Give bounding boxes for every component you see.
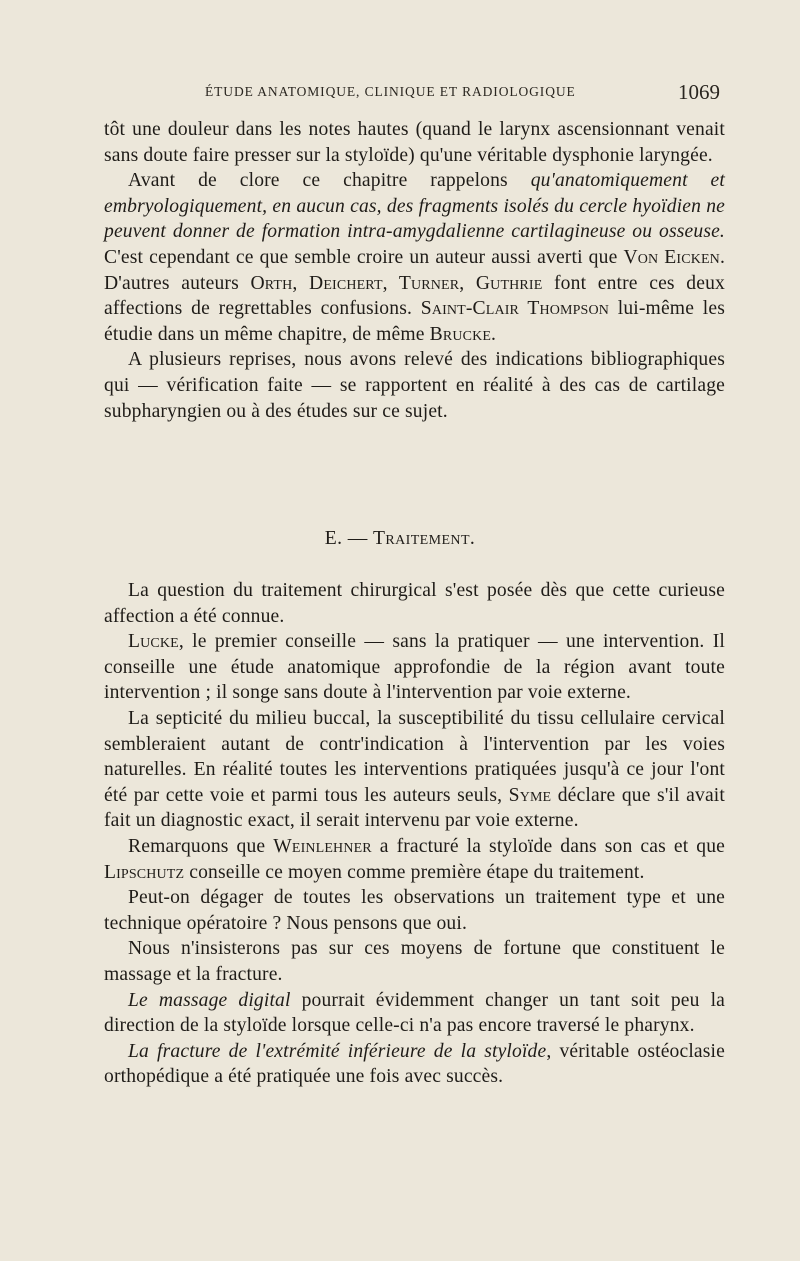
paragraph-lucke bbox=[104, 629, 725, 706]
paragraph-bibliography: A plusieurs reprises, nous avons relevé des indications bibliographiques qui — vérification faite — se rapportent en réalité à des cas de cartilage subpharyngien ou à des études sur ce sujet. bbox=[104, 349, 725, 422]
paragraph-text: déclare que s'il avait fait un diagnostic exact, il serait intervenu par voie externe. bbox=[104, 784, 725, 832]
author-name: Lucke bbox=[128, 631, 179, 653]
paragraph-technique: Peut-on dégager de toutes les observations un traitement type et une technique opératoire ? Nous pensons que oui. bbox=[104, 887, 725, 934]
italic-term: Le massage digital bbox=[128, 989, 291, 1011]
section-prefix: E. — bbox=[324, 528, 374, 549]
author-name: Syme bbox=[508, 784, 552, 806]
paragraph-text: , le premier conseille — sans la pratiquer — une intervention. Il conseille une étude anatomique approfondie de la région avant toute intervention ; il songe sans doute à l'intervention par voie externe. bbox=[104, 631, 725, 704]
paragraph-continuation: tôt une douleur dans les notes hautes (quand le larynx ascensionnant venait sans doute faire presser sur la styloïde) qu'une véritable dysphonie laryngée. bbox=[104, 119, 725, 166]
paragraph-text: La septicité du milieu buccal, la susceptibilité du tissu cellulaire cervical sembleraient autant de contr'indication à l'intervention par les voies naturelles. En réalité toutes les interventions pratiquées jusqu'à ce jour l'ont été par cette voie et parmi tous les auteurs seuls, bbox=[104, 707, 725, 806]
paragraph-septicity bbox=[104, 706, 725, 834]
paragraph-fracture bbox=[104, 1039, 725, 1090]
author-names: Orth, Deichert, Turner, Guthrie bbox=[250, 272, 543, 294]
page-number: 1069 bbox=[678, 80, 720, 104]
paragraph-text: a fracturé la styloïde dans son cas et que bbox=[371, 835, 725, 857]
paragraph-text: lui-même les étudie dans un même chapitre, de même bbox=[104, 298, 725, 345]
author-name: Saint-Clair Thompson bbox=[420, 298, 610, 320]
paragraph-fracture-note bbox=[104, 834, 725, 885]
italic-statement: qu'anatomiquement et embryologiquement, en aucun cas, des fragments isolés du cercle hyoïdien ne peuvent donner de formation intra-amygdalienne cartilagineuse ou osseuse. bbox=[104, 170, 725, 243]
paragraph-text: C'est cependant ce que semble croire un auteur aussi averti que bbox=[104, 246, 624, 268]
paragraph-text: conseille ce moyen comme première étape du traitement. bbox=[184, 861, 645, 883]
running-head: ÉTUDE ANATOMIQUE, CLINIQUE ET RADIOLOGIQUE bbox=[205, 84, 576, 99]
paragraph-massage bbox=[104, 988, 725, 1039]
paragraph-anatomy bbox=[104, 168, 725, 347]
paragraph-text: , véritable ostéoclasie orthopédique a été pratiquée une fois avec succès. bbox=[104, 1040, 725, 1088]
paragraph-text: . D'autres auteurs bbox=[104, 246, 725, 294]
text-block-treatment bbox=[104, 578, 725, 1090]
paragraph-text: Remarquons que bbox=[128, 835, 274, 857]
paragraph-means: Nous n'insisterons pas sur ces moyens de fortune que constituent le massage et la fracture. bbox=[104, 938, 725, 985]
author-name: Weinlehner bbox=[273, 835, 372, 857]
author-name: Lipschutz bbox=[104, 861, 185, 883]
paragraph-text: . bbox=[491, 323, 497, 345]
paragraph-text: pourrait évidemment changer un tant soit peu la direction de la styloïde lorsque celle-ci n'a pas encore traversé le pharynx. bbox=[104, 989, 726, 1037]
author-name: Von Eicken bbox=[623, 246, 720, 268]
paragraph-text: Avant de clore ce chapitre rappelons bbox=[128, 170, 531, 192]
paragraph-text: font entre ces deux affections de regrettables confusions. bbox=[104, 272, 725, 320]
section-title: Traitement. bbox=[373, 528, 476, 549]
text-block-top bbox=[104, 117, 725, 424]
italic-term: La fracture de l'extrémité inférieure de la styloïde bbox=[128, 1040, 547, 1062]
author-name: Brucke bbox=[429, 323, 492, 345]
paragraph-question: La question du traitement chirurgical s'est posée dès que cette curieuse affection a été connue. bbox=[104, 580, 725, 627]
section-heading bbox=[0, 528, 800, 550]
